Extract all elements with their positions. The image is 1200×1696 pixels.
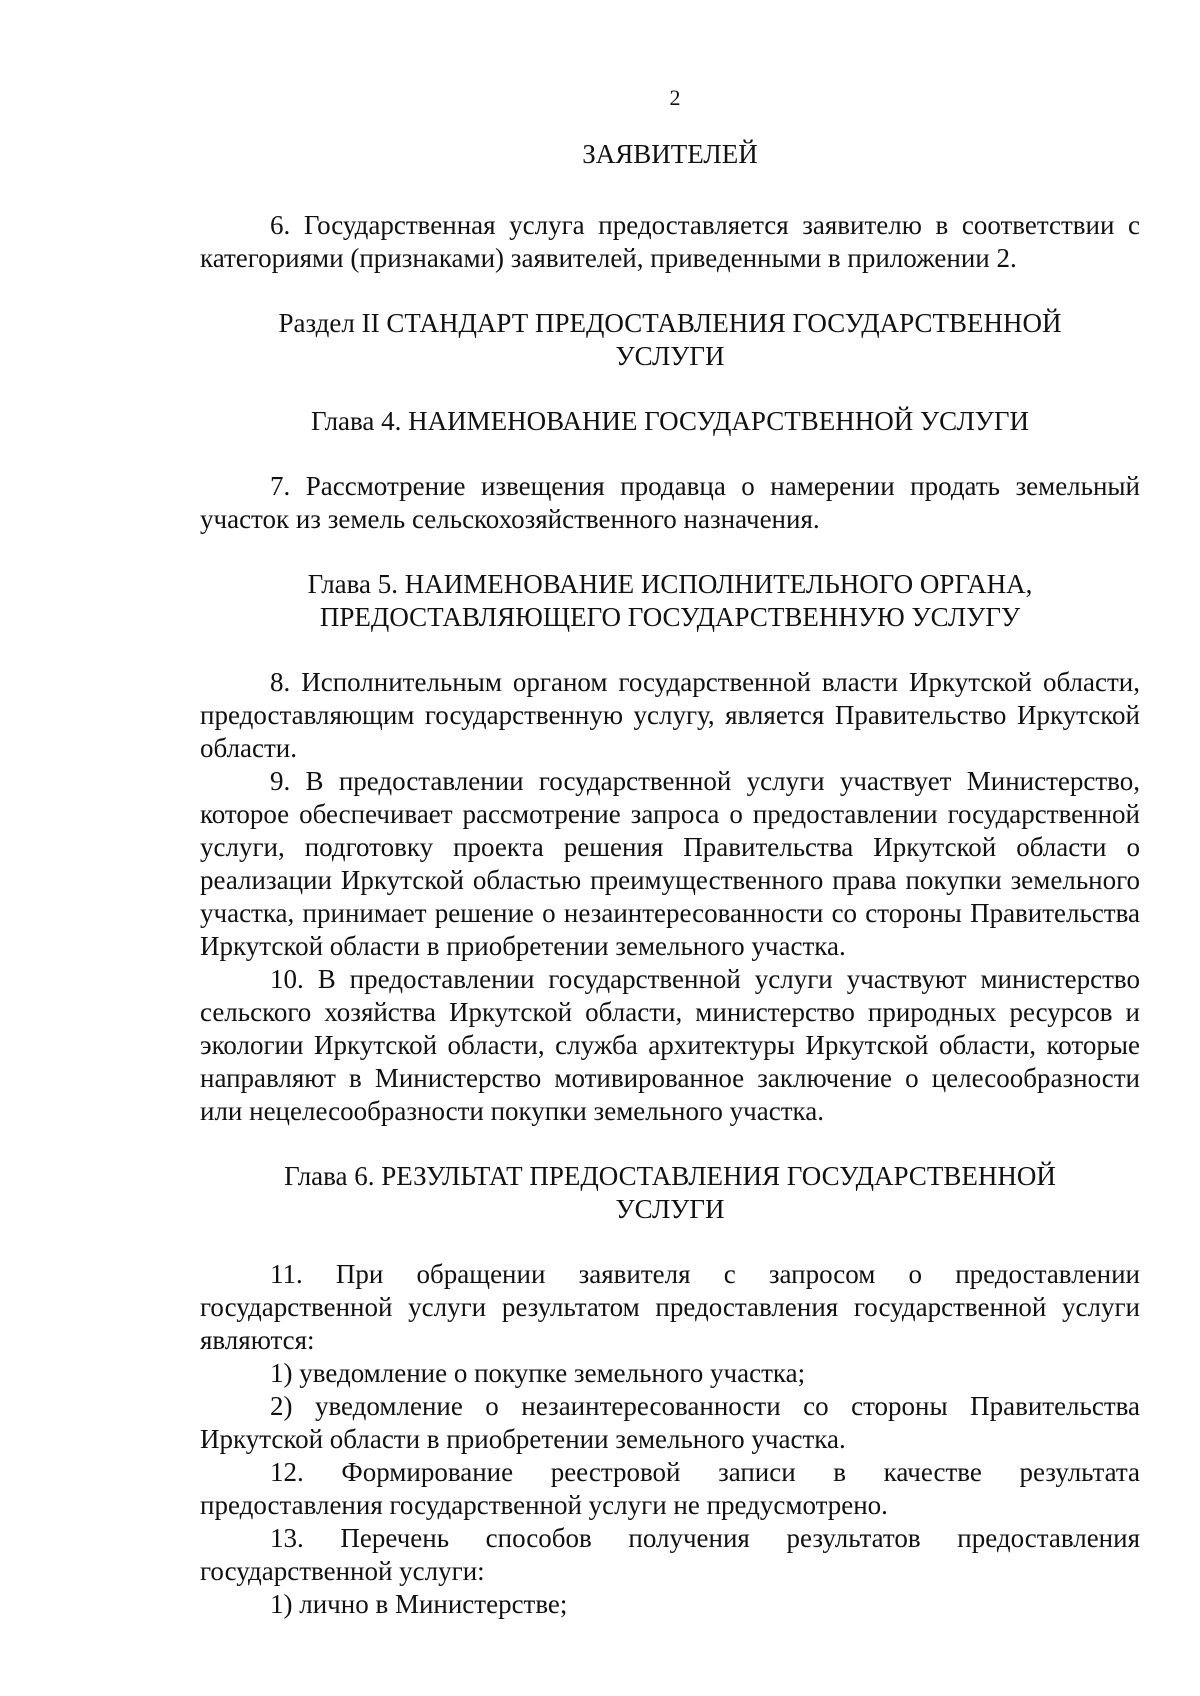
chapter-6-heading-line2: УСЛУГИ <box>615 1194 725 1224</box>
paragraph-6: 6. Государственная услуга предоставляется заявителю в соответствии с категориями (признаками) заявителей, приведенными в приложении 2. <box>200 210 1140 273</box>
paragraph-13: 13. Перечень способов получения результатов предоставления государственной услуги: <box>200 1523 1140 1586</box>
section-2-heading <box>200 307 1140 373</box>
chapter-5-heading <box>200 568 1140 634</box>
page-number: 2 <box>669 85 681 110</box>
document-body <box>200 138 1140 1621</box>
paragraph-8: 8. Исполнительным органом государственной власти Иркутской области, предоставляющим государственную услугу, является Правительство Иркутской области. <box>200 667 1140 763</box>
paragraph-9: 9. В предоставлении государственной услуги участвует Министерство, которое обеспечивает рассмотрение запроса о предоставлении государственной услуги, подготовку проекта решения Правительства Иркутской области о реализации Иркутской областью преимущественного права покупки земельного участка, принимает решение о незаинтересованности со стороны Правительства Иркутской области в приобретении земельного участка. <box>200 766 1140 961</box>
heading-applicants: ЗАЯВИТЕЛЕЙ <box>582 139 758 169</box>
paragraph-11-item-1: 1) уведомление о покупке земельного участка; <box>270 1358 806 1388</box>
paragraph-11: 11. При обращении заявителя с запросом о предоставлении государственной услуги результатом предоставления государственной услуги являются: <box>200 1259 1140 1355</box>
section-2-heading-line2: УСЛУГИ <box>615 341 725 371</box>
paragraph-7: 7. Рассмотрение извещения продавца о намерении продать земельный участок из земель сельскохозяйственного назначения. <box>200 471 1140 534</box>
paragraph-11-item-2: 2) уведомление о незаинтересованности со стороны Правительства Иркутской области в приобретении земельного участка. <box>200 1391 1140 1454</box>
paragraph-10: 10. В предоставлении государственной услуги участвуют министерство сельского хозяйства Иркутской области, министерство природных ресурсов и экологии Иркутской области, служба архитектуры Иркутской области, которые направляют в Министерство мотивированное заключение о целесообразности или нецелесообразности покупки земельного участка. <box>200 964 1140 1126</box>
chapter-5-heading-line2: ПРЕДОСТАВЛЯЮЩЕГО ГОСУДАРСТВЕННУЮ УСЛУГУ <box>319 602 1021 632</box>
chapter-4-heading: Глава 4. НАИМЕНОВАНИЕ ГОСУДАРСТВЕННОЙ УСЛУГИ <box>310 406 1029 436</box>
chapter-6-heading <box>200 1160 1140 1226</box>
paragraph-13-item-1: 1) лично в Министерстве; <box>270 1589 568 1619</box>
paragraph-12: 12. Формирование реестровой записи в качестве результата предоставления государственной услуги не предусмотрено. <box>200 1457 1140 1520</box>
chapter-5-heading-line1: Глава 5. НАИМЕНОВАНИЕ ИСПОЛНИТЕЛЬНОГО ОРГАНА, <box>307 569 1033 599</box>
section-2-heading-line1: Раздел II СТАНДАРТ ПРЕДОСТАВЛЕНИЯ ГОСУДАРСТВЕННОЙ <box>278 308 1062 338</box>
chapter-6-heading-line1: Глава 6. РЕЗУЛЬТАТ ПРЕДОСТАВЛЕНИЯ ГОСУДАРСТВЕННОЙ <box>284 1161 1056 1191</box>
